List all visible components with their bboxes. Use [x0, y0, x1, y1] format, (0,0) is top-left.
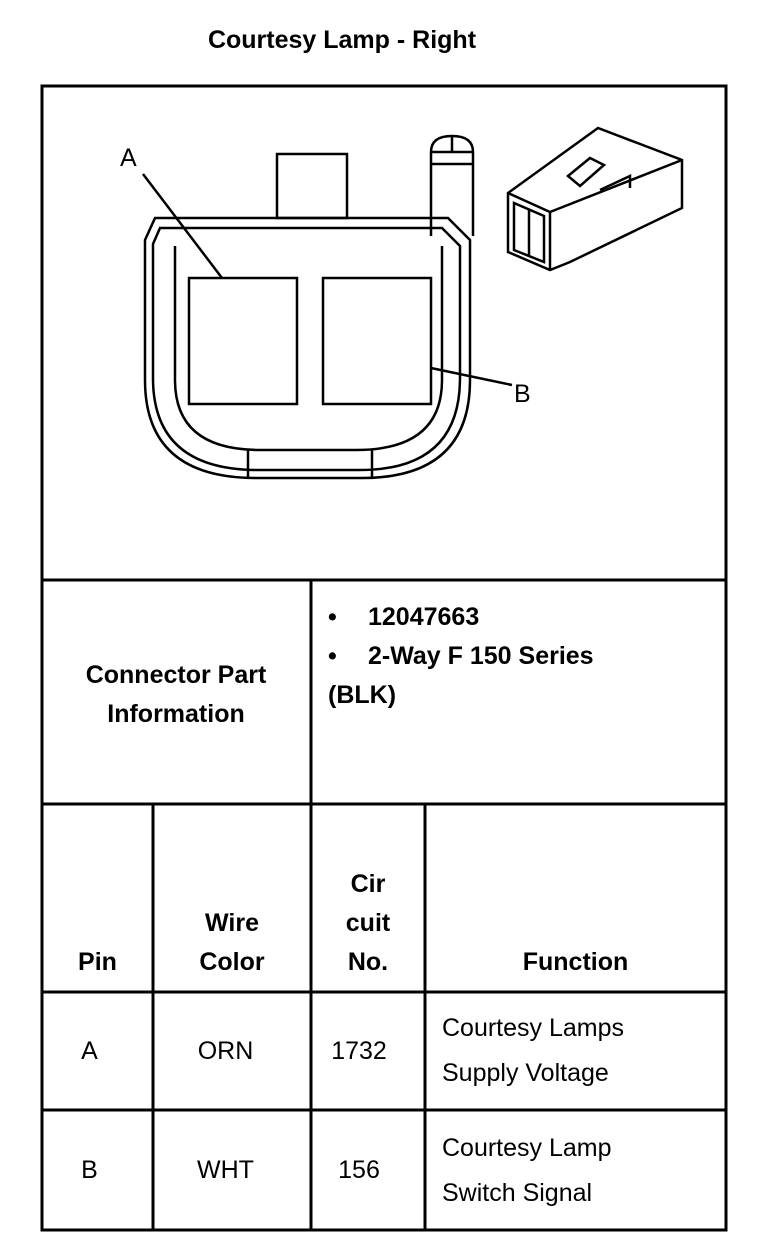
row-a-wire-color: ORN	[197, 1036, 254, 1065]
function-line: Switch Signal	[442, 1179, 593, 1207]
part-info-item	[328, 637, 594, 676]
header-pin	[42, 804, 153, 982]
function-line: Courtesy Lamp	[442, 1134, 612, 1162]
connector-part-info-label: Connector Part Information	[85, 661, 267, 728]
page-title: Courtesy Lamp - Right	[207, 26, 477, 54]
header-function	[425, 804, 726, 982]
function-line: Supply Voltage	[442, 1059, 609, 1087]
row-a-circuit: 1732	[331, 1036, 387, 1065]
row-b-wire-color: WHT	[197, 1155, 254, 1184]
callout-label-b: B	[514, 380, 531, 408]
row-a-function	[442, 1006, 624, 1096]
header-wire-color-line: Color	[199, 948, 265, 976]
row-b-function	[442, 1126, 612, 1216]
connector-face-drawing	[143, 136, 512, 478]
row-b-circuit: 156	[338, 1155, 380, 1184]
header-circuit-line: No.	[347, 948, 389, 976]
header-circuit-line: cuit	[345, 909, 391, 937]
part-info-item	[328, 598, 594, 637]
bullet-icon: •	[328, 603, 337, 631]
connector-color: (BLK)	[328, 681, 397, 709]
function-line: Courtesy Lamps	[442, 1014, 625, 1042]
callout-label-a: A	[120, 144, 137, 172]
connector-part-info-values	[328, 598, 594, 715]
header-wire-color-line: Wire	[205, 909, 259, 937]
connector-isometric-drawing	[508, 128, 682, 270]
header-circuit-no	[311, 804, 425, 982]
header-circuit-line: Cir	[350, 870, 386, 898]
part-number: 12047663	[368, 603, 480, 631]
connector-series: 2-Way F 150 Series	[368, 642, 594, 670]
header-wire-color	[153, 804, 311, 982]
bullet-icon: •	[328, 642, 337, 670]
row-b-pin: B	[81, 1155, 98, 1184]
header-function-label: Function	[522, 948, 629, 976]
row-a-pin: A	[81, 1036, 98, 1065]
header-pin-label: Pin	[78, 948, 117, 976]
